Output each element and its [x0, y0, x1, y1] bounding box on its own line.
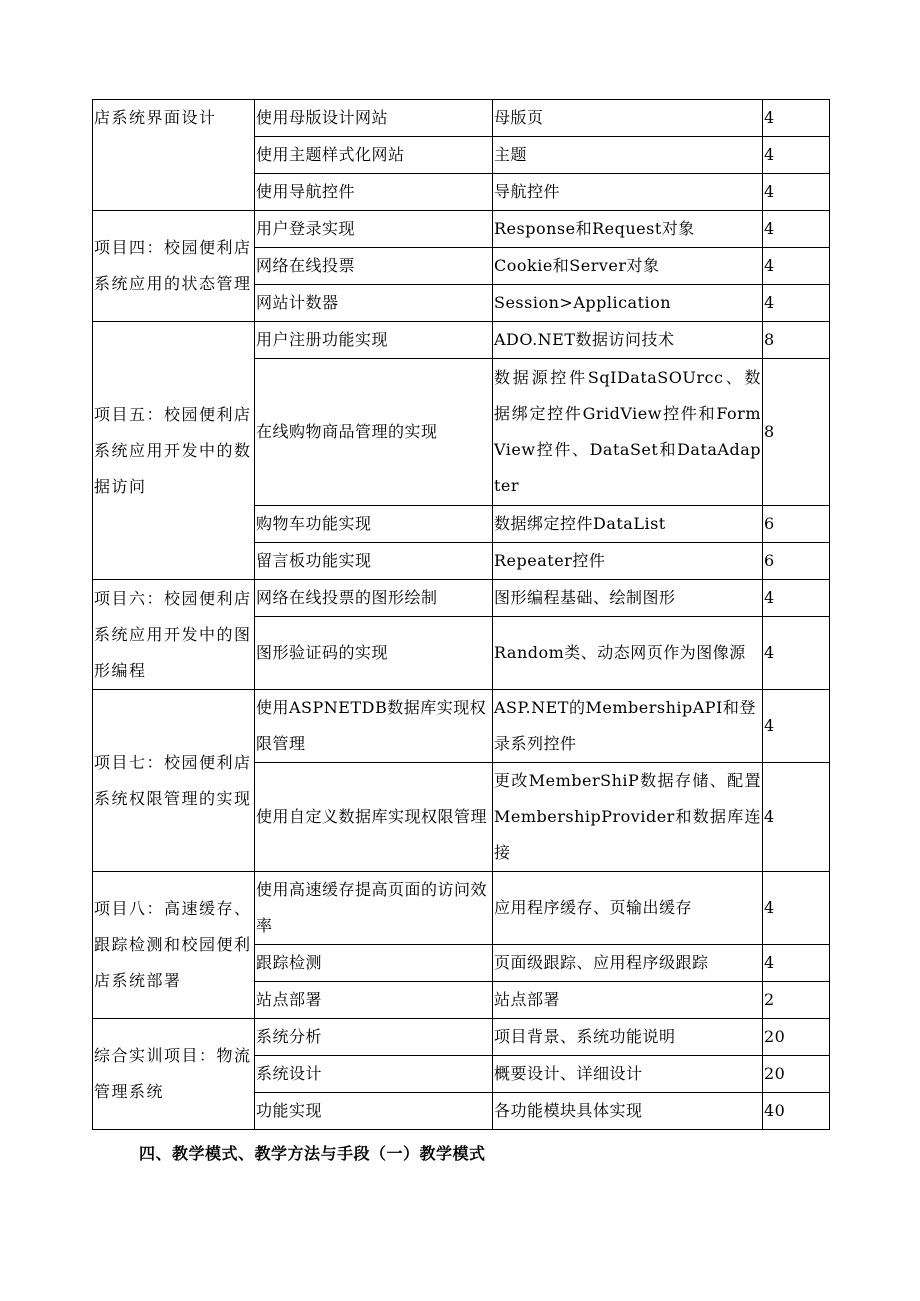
hours-cell: 4: [763, 872, 830, 945]
table-row: [93, 1019, 830, 1056]
hours-cell: 4: [763, 580, 830, 617]
hours-cell: 4: [763, 690, 830, 763]
hours-cell: 4: [763, 174, 830, 211]
content-cell: 数据源控件SqIDataSOUrcc、数据绑定控件GridView控件和FormView控件、DataSet和DataAdapter: [493, 359, 763, 506]
project-cell: 项目四：校园便利店系统应用的状态管理: [93, 211, 255, 322]
task-cell: 留言板功能实现: [255, 543, 493, 580]
task-cell: 跟踪检测: [255, 945, 493, 982]
hours-cell: 4: [763, 211, 830, 248]
task-cell: 使用主题样式化网站: [255, 137, 493, 174]
hours-cell: 4: [763, 763, 830, 872]
hours-cell: 4: [763, 137, 830, 174]
task-cell: 网站计数器: [255, 285, 493, 322]
content-cell: 导航控件: [493, 174, 763, 211]
task-cell: 用户注册功能实现: [255, 322, 493, 359]
content-cell: Random类、动态网页作为图像源: [493, 617, 763, 690]
content-cell: Response和Request对象: [493, 211, 763, 248]
content-cell: Session>Application: [493, 285, 763, 322]
project-cell: 项目五：校园便利店系统应用开发中的数据访问: [93, 322, 255, 580]
content-cell: 页面级跟踪、应用程序级跟踪: [493, 945, 763, 982]
content-cell: 图形编程基础、绘制图形: [493, 580, 763, 617]
hours-cell: 8: [763, 359, 830, 506]
content-cell: 母版页: [493, 100, 763, 137]
table-row: [93, 690, 830, 763]
hours-cell: 6: [763, 506, 830, 543]
hours-cell: 4: [763, 248, 830, 285]
content-cell: 数据绑定控件DataList: [493, 506, 763, 543]
hours-cell: 4: [763, 945, 830, 982]
hours-cell: 20: [763, 1056, 830, 1093]
table-row: [93, 580, 830, 617]
content-cell: 概要设计、详细设计: [493, 1056, 763, 1093]
table-row: [93, 100, 830, 137]
task-cell: 购物车功能实现: [255, 506, 493, 543]
content-cell: ADO.NET数据访问技术: [493, 322, 763, 359]
content-cell: 更改MemberShiP数据存储、配置MembershipProvider和数据库连接: [493, 763, 763, 872]
content-cell: Cookie和Server对象: [493, 248, 763, 285]
hours-cell: 2: [763, 982, 830, 1019]
table-row: [93, 211, 830, 248]
hours-cell: 4: [763, 100, 830, 137]
hours-cell: 6: [763, 543, 830, 580]
task-cell: 网络在线投票: [255, 248, 493, 285]
content-cell: Repeater控件: [493, 543, 763, 580]
table-row: [93, 322, 830, 359]
project-cell: 店系统界面设计: [93, 100, 255, 211]
project-cell: 项目六：校园便利店系统应用开发中的图形编程: [93, 580, 255, 690]
content-cell: ASP.NET的MembershipAPI和登录系列控件: [493, 690, 763, 763]
content-cell: 主题: [493, 137, 763, 174]
hours-cell: 4: [763, 617, 830, 690]
hours-cell: 8: [763, 322, 830, 359]
task-cell: 使用ASPNETDB数据库实现权限管理: [255, 690, 493, 763]
project-cell: 项目七：校园便利店系统权限管理的实现: [93, 690, 255, 872]
hours-cell: 4: [763, 285, 830, 322]
project-cell: 项目八：高速缓存、跟踪检测和校园便利店系统部署: [93, 872, 255, 1019]
task-cell: 图形验证码的实现: [255, 617, 493, 690]
section-heading: 四、教学模式、教学方法与手段（一）教学模式: [139, 1144, 486, 1163]
task-cell: 使用自定义数据库实现权限管理: [255, 763, 493, 872]
content-cell: 站点部署: [493, 982, 763, 1019]
hours-cell: 20: [763, 1019, 830, 1056]
task-cell: 功能实现: [255, 1093, 493, 1130]
content-cell: 项目背景、系统功能说明: [493, 1019, 763, 1056]
project-cell: 综合实训项目：物流管理系统: [93, 1019, 255, 1130]
task-cell: 使用母版设计网站: [255, 100, 493, 137]
task-cell: 站点部署: [255, 982, 493, 1019]
task-cell: 使用导航控件: [255, 174, 493, 211]
task-cell: 用户登录实现: [255, 211, 493, 248]
hours-cell: 40: [763, 1093, 830, 1130]
task-cell: 使用高速缓存提高页面的访问效率: [255, 872, 493, 945]
table-row: [93, 872, 830, 945]
content-cell: 应用程序缓存、页输出缓存: [493, 872, 763, 945]
content-cell: 各功能模块具体实现: [493, 1093, 763, 1130]
task-cell: 在线购物商品管理的实现: [255, 359, 493, 506]
task-cell: 网络在线投票的图形绘制: [255, 580, 493, 617]
task-cell: 系统设计: [255, 1056, 493, 1093]
task-cell: 系统分析: [255, 1019, 493, 1056]
course-schedule-table: [92, 99, 830, 1130]
